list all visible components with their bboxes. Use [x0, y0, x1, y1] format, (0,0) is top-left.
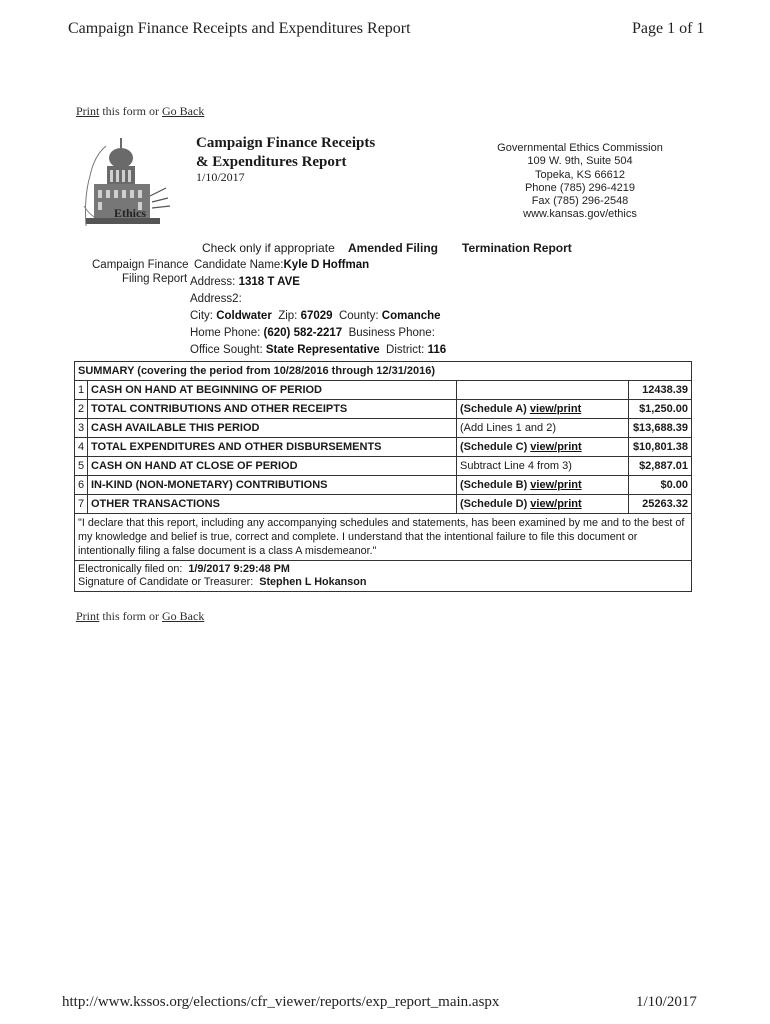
filing-info-row — [75, 561, 692, 592]
signature-line — [78, 576, 688, 589]
schedule-b-view-print-link[interactable]: view/print — [530, 479, 582, 491]
print-link-bottom[interactable]: Print — [76, 609, 100, 623]
seal-text: Ethics — [114, 206, 147, 220]
termination-report-option: Termination Report — [462, 241, 572, 255]
commission-city: Topeka, KS 66612 — [535, 168, 625, 181]
county-value: Comanche — [381, 310, 441, 322]
row-amount: 25263.32 — [629, 495, 692, 514]
office-line — [190, 344, 446, 356]
report-date: 1/10/2017 — [196, 170, 245, 184]
ethics-seal-logo — [80, 136, 172, 230]
phone-line — [190, 327, 435, 339]
footer-date: 1/10/2017 — [636, 994, 697, 1010]
page-header-title: Campaign Finance Receipts and Expenditures Report — [68, 20, 411, 37]
home-phone-label: Home Phone: — [190, 327, 261, 339]
report-title — [196, 134, 375, 172]
row-label: OTHER TRANSACTIONS — [88, 495, 457, 514]
table-row — [75, 400, 692, 419]
row-amount: $2,887.01 — [629, 457, 692, 476]
summary-table — [74, 361, 692, 592]
table-row — [75, 381, 692, 400]
go-back-link[interactable]: Go Back — [162, 104, 205, 118]
row-label: CASH AVAILABLE THIS PERIOD — [88, 419, 457, 438]
home-phone-value: (620) 582-2217 — [263, 327, 343, 339]
schedule-d-ref: (Schedule D) — [460, 498, 531, 510]
candidate-name: Kyle D Hoffman — [283, 259, 370, 271]
row-label: CASH ON HAND AT BEGINNING OF PERIOD — [88, 381, 457, 400]
candidate-name-label: Candidate Name: — [194, 259, 284, 271]
city-label: City: — [190, 310, 213, 322]
row-label: TOTAL CONTRIBUTIONS AND OTHER RECEIPTS — [88, 400, 457, 419]
address-line — [190, 276, 300, 288]
row-number: 5 — [75, 457, 88, 476]
print-link[interactable]: Print — [76, 104, 100, 118]
row-number: 3 — [75, 419, 88, 438]
office-value: State Representative — [265, 344, 380, 356]
schedule-d-view-print-link[interactable]: view/print — [530, 498, 582, 510]
row-label: CASH ON HAND AT CLOSE OF PERIOD — [88, 457, 457, 476]
row-number: 2 — [75, 400, 88, 419]
row-reference — [457, 400, 629, 419]
row-amount: $13,688.39 — [629, 419, 692, 438]
table-row — [75, 438, 692, 457]
schedule-c-view-print-link[interactable]: view/print — [530, 441, 582, 453]
commission-web: www.kansas.gov/ethics — [523, 208, 637, 221]
row-amount: $10,801.38 — [629, 438, 692, 457]
district-value: 116 — [427, 344, 447, 356]
row-number: 1 — [75, 381, 88, 400]
footer-url: http://www.kssos.org/elections/cfr_viewer/reports/exp_report_main.aspx — [62, 994, 500, 1010]
schedule-a-view-print-link[interactable]: view/print — [529, 403, 582, 415]
filed-value: 1/9/2017 9:29:48 PM — [188, 563, 290, 575]
address-label: Address: — [190, 276, 236, 288]
row-amount: $0.00 — [629, 476, 692, 495]
table-row — [75, 476, 692, 495]
row-reference — [457, 381, 629, 400]
address-value: 1318 T AVE — [238, 276, 300, 288]
commission-phone: Phone (785) 296-4219 — [524, 181, 636, 194]
row-amount: 12438.39 — [629, 381, 692, 400]
row-number: 4 — [75, 438, 88, 457]
side-label-line1: Campaign Finance — [92, 259, 189, 271]
row-reference: Subtract Line 4 from 3) — [457, 457, 629, 476]
filed-line — [78, 563, 688, 576]
county-label: County: — [338, 310, 379, 322]
schedule-c-ref: (Schedule C) — [460, 441, 531, 453]
nav-text: this form or — [99, 104, 163, 118]
commission-name: Governmental Ethics Commission — [497, 142, 663, 154]
city-value: Coldwater — [216, 310, 272, 322]
commission-fax: Fax (785) 296-2548 — [531, 195, 629, 208]
report-title-line1: Campaign Finance Receipts — [196, 135, 376, 151]
row-reference — [457, 438, 629, 457]
commission-street: 109 W. 9th, Suite 504 — [527, 155, 633, 168]
side-label-line2: Filing Report — [122, 273, 188, 285]
page-number: Page 1 of 1 — [632, 20, 705, 37]
address2-line — [190, 293, 242, 305]
summary-heading: SUMMARY (covering the period from 10/28/2016 through 12/31/2016) — [75, 362, 692, 381]
commission-address — [468, 142, 692, 222]
go-back-link-bottom[interactable]: Go Back — [162, 609, 205, 623]
zip-label: Zip: — [278, 310, 298, 322]
district-label: District: — [386, 344, 425, 356]
declaration-row — [75, 514, 692, 561]
bottom-nav — [76, 609, 204, 624]
filed-label: Electronically filed on: — [78, 563, 183, 575]
table-row — [75, 495, 692, 514]
amended-filing-option: Amended Filing — [348, 241, 438, 255]
signature-value: Stephen L Hokanson — [259, 576, 367, 588]
schedule-a-ref: (Schedule A) — [460, 403, 530, 415]
city-line — [190, 310, 441, 322]
table-row — [75, 457, 692, 476]
nav-text-bottom: this form or — [99, 609, 163, 623]
top-nav — [76, 104, 204, 119]
row-reference — [457, 495, 629, 514]
filing-info — [75, 561, 692, 592]
summary-heading-row — [75, 362, 692, 381]
schedule-b-ref: (Schedule B) — [460, 479, 531, 491]
report-title-line2: & Expenditures Report — [196, 154, 347, 170]
address2-label: Address2: — [190, 293, 242, 305]
row-label: IN-KIND (NON-MONETARY) CONTRIBUTIONS — [88, 476, 457, 495]
business-phone-label: Business Phone: — [348, 327, 435, 339]
signature-label: Signature of Candidate or Treasurer: — [78, 576, 254, 588]
table-row — [75, 419, 692, 438]
zip-value: 67029 — [300, 310, 333, 322]
row-number: 6 — [75, 476, 88, 495]
row-amount: $1,250.00 — [629, 400, 692, 419]
row-reference: (Add Lines 1 and 2) — [457, 419, 629, 438]
candidate-name-line — [194, 259, 369, 271]
office-label: Office Sought: — [190, 344, 263, 356]
row-label: TOTAL EXPENDITURES AND OTHER DISBURSEMENTS — [88, 438, 457, 457]
check-label: Check only if appropriate — [202, 241, 335, 255]
row-number: 7 — [75, 495, 88, 514]
row-reference — [457, 476, 629, 495]
declaration-text: "I declare that this report, including any accompanying schedules and statements, has been examined by me and to the best of my knowledge and belief is true, correct and complete. I understand that the intentional failure to file this document or intentionally filing a false document is a class A misdemeanor." — [75, 514, 692, 561]
